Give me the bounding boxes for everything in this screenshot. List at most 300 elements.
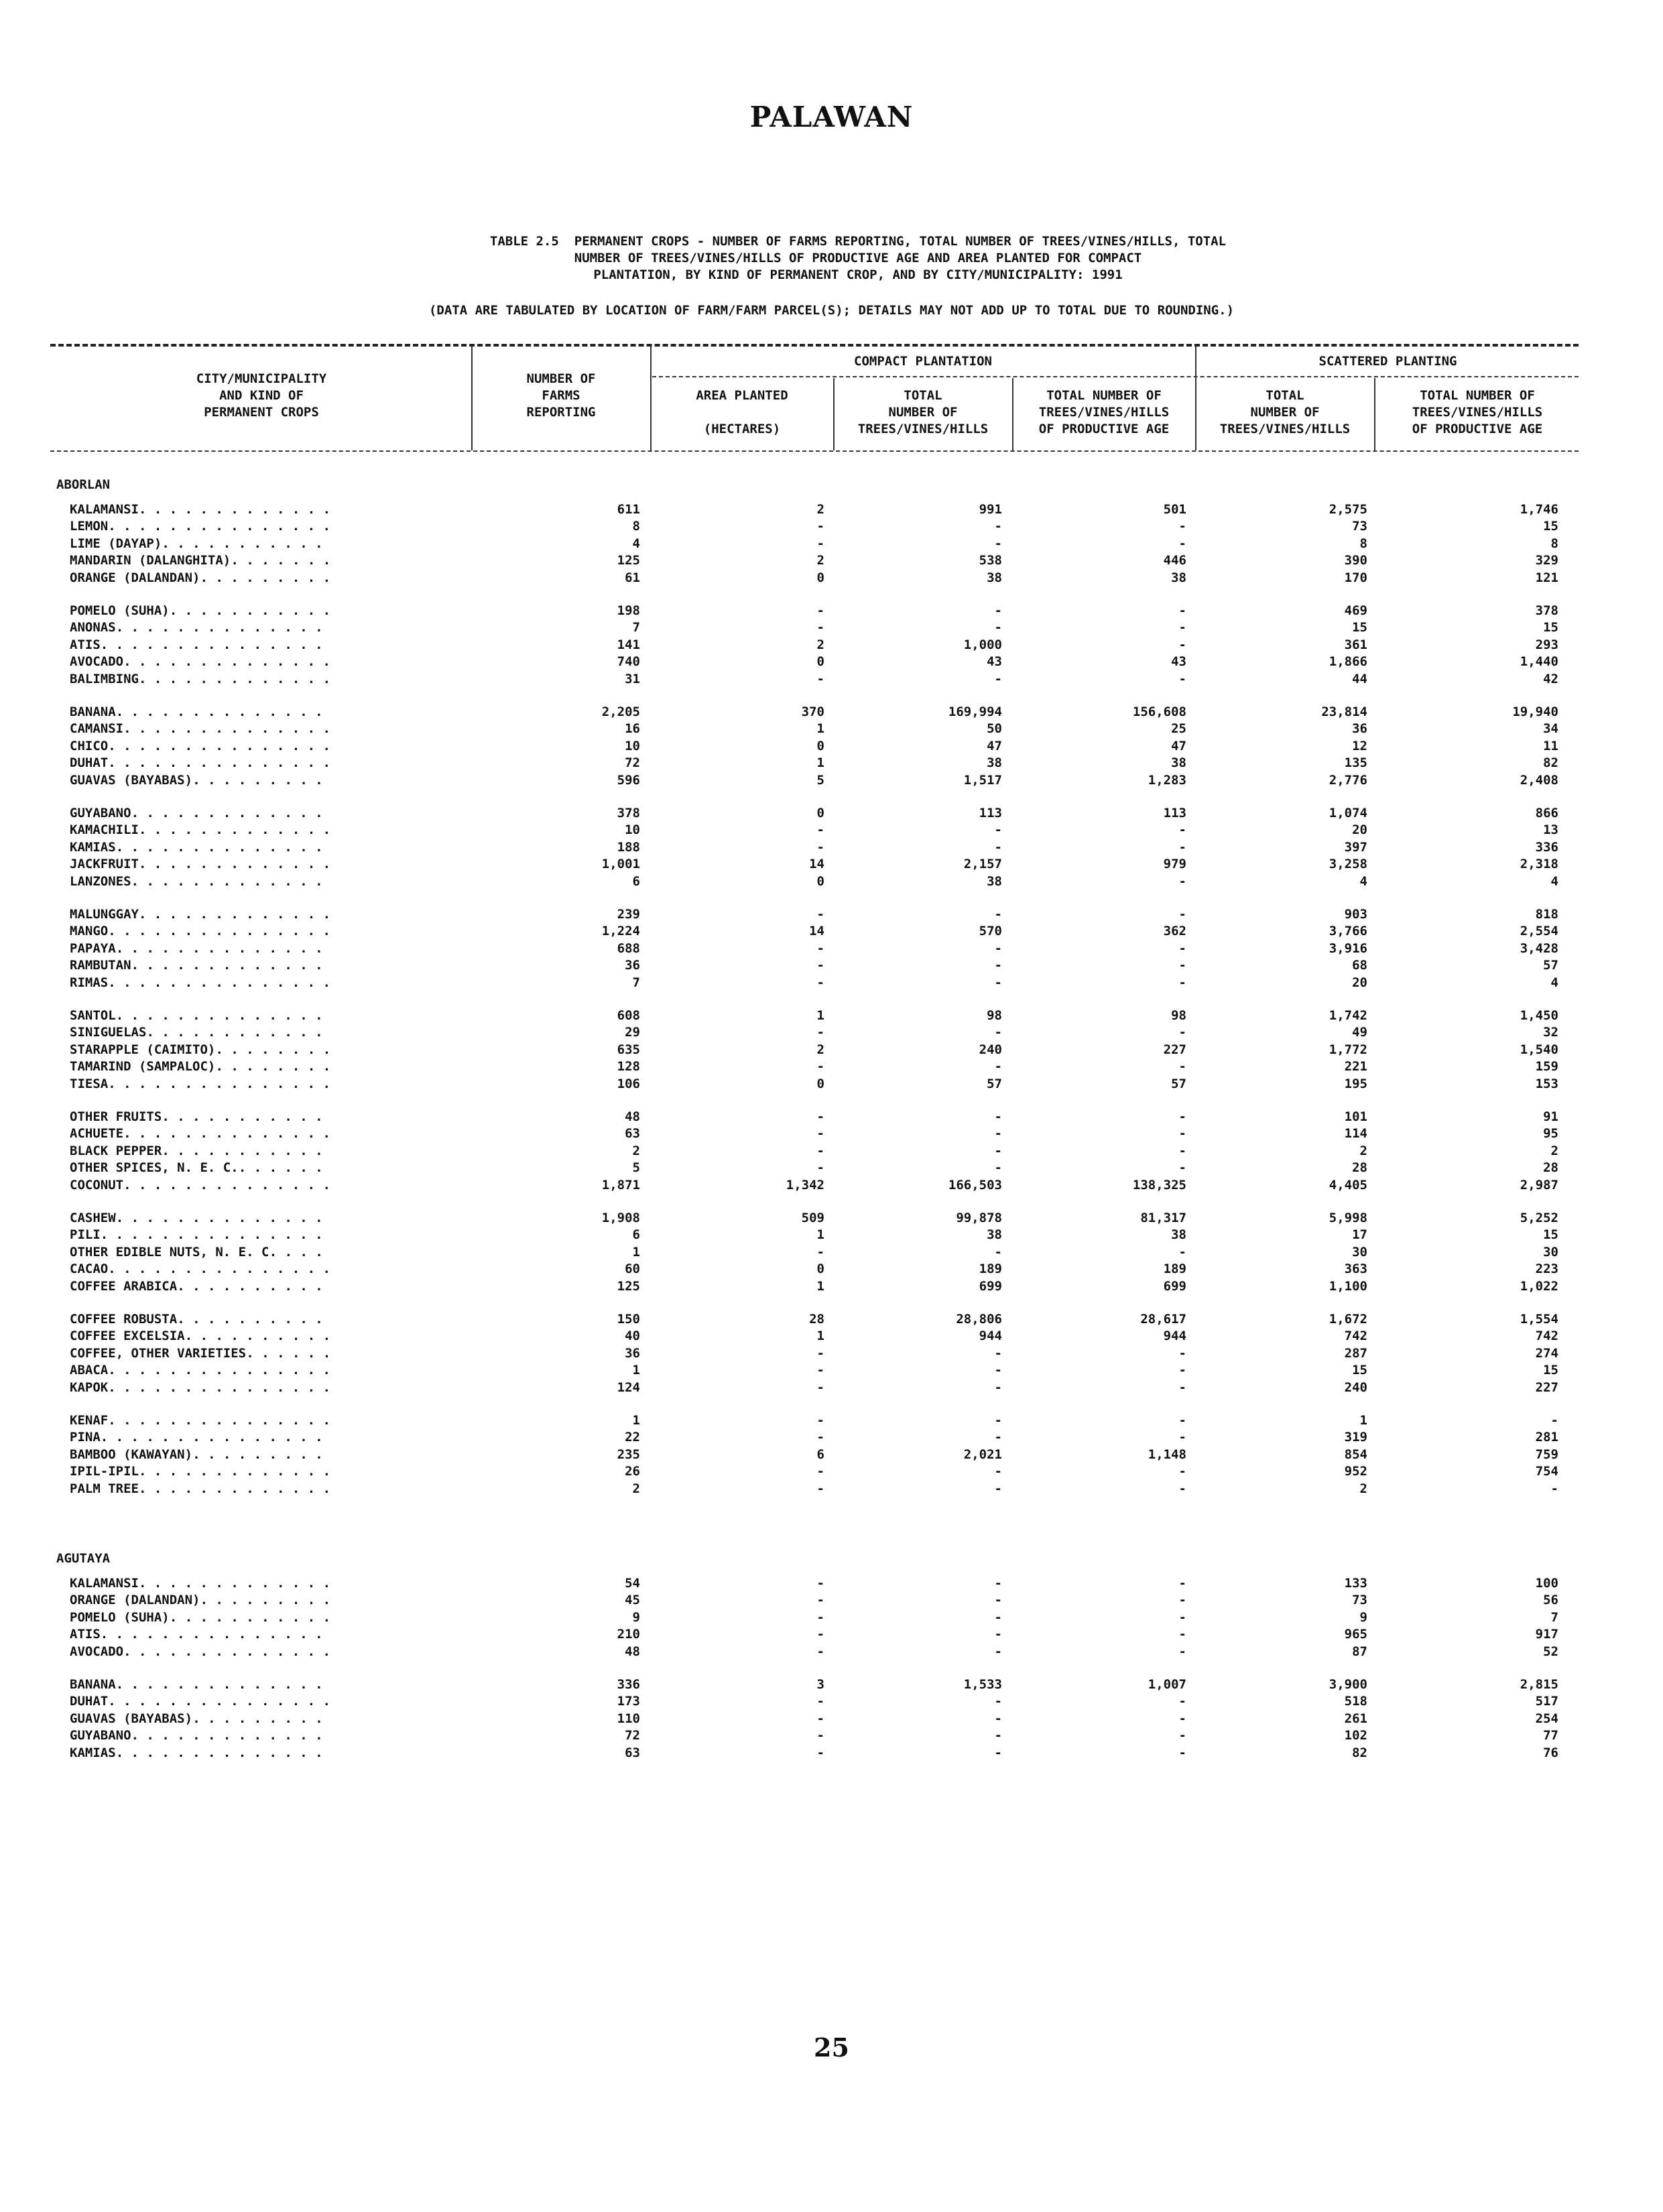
- compact-productive: -: [1178, 907, 1186, 922]
- column-divider: [650, 347, 652, 450]
- farms-count: 239: [617, 907, 640, 922]
- dot-leader: . . . . . . . . . . . . . .: [123, 1177, 330, 1192]
- crop-name: MALUNGGAY: [70, 907, 139, 922]
- scattered-productive: 15: [1543, 1227, 1558, 1243]
- crop-name: RIMAS: [70, 975, 109, 990]
- scattered-total: 397: [1344, 839, 1367, 855]
- dot-leader: . . . . . . . . . . . . . . .: [108, 1076, 330, 1091]
- dot-leader: . . . . . . . . . . . . . .: [123, 1126, 330, 1142]
- dot-leader: . . . . . . . . .: [200, 1593, 331, 1608]
- compact-total: -: [994, 1126, 1002, 1142]
- dot-leader: . . . . . . . . .: [200, 570, 331, 585]
- compact-total: 1,533: [963, 1677, 1002, 1692]
- scattered-productive: 11: [1543, 738, 1558, 753]
- municipality-heading: AGUTAYA: [56, 1551, 111, 1566]
- compact-total: -: [994, 907, 1002, 922]
- farms-count: 63: [625, 1745, 640, 1760]
- scattered-total: 170: [1344, 570, 1367, 585]
- table-row: [0, 1626, 1663, 1643]
- dot-leader: . . . . . . . . . . . . . .: [115, 940, 323, 956]
- scattered-productive: 759: [1535, 1447, 1558, 1462]
- dot-leader: . . . . . . . . . . . . . . .: [108, 975, 330, 990]
- dot-leader: . . . . . . . . . . . . . . .: [100, 1430, 323, 1445]
- farms-count: 173: [617, 1694, 640, 1709]
- dot-leader: . . . . . . . . . . . . . .: [115, 620, 323, 635]
- table-row: [0, 637, 1663, 654]
- table-row: [0, 755, 1663, 772]
- table-row: [0, 1609, 1663, 1626]
- compact-productive: 156,608: [1132, 704, 1186, 719]
- scattered-productive: 15: [1543, 519, 1558, 534]
- crop-name: COFFEE ARABICA: [70, 1278, 178, 1294]
- compact-total: 1,000: [963, 637, 1002, 652]
- table-row: [0, 1575, 1663, 1592]
- dot-leader: . . . . . . . . . . . . . . .: [108, 738, 330, 753]
- scattered-productive: 57: [1543, 958, 1558, 973]
- compact-total: 28,806: [956, 1312, 1002, 1327]
- scattered-total: 3,258: [1329, 857, 1367, 872]
- area-planted: 0: [816, 654, 824, 670]
- dot-leader: . . . . . . . . . .: [177, 1312, 323, 1327]
- compact-productive: -: [1178, 1413, 1186, 1428]
- scattered-total: 73: [1352, 1593, 1367, 1608]
- scattered-productive: 30: [1543, 1244, 1558, 1259]
- crop-name: BANANA: [70, 1677, 116, 1692]
- area-planted: -: [816, 519, 824, 534]
- compact-productive: -: [1178, 1363, 1186, 1378]
- farms-count: 2,205: [601, 704, 640, 719]
- farms-count: 188: [617, 839, 640, 855]
- area-planted: -: [816, 1160, 824, 1176]
- crop-name: BLACK PEPPER: [70, 1143, 162, 1158]
- table-row: [0, 1261, 1663, 1278]
- area-planted: -: [816, 603, 824, 618]
- header-city: CITY/MUNICIPALITY AND KIND OF PERMANENT CROPS: [196, 371, 327, 420]
- crop-name: COFFEE, OTHER VARIETIES: [70, 1345, 247, 1361]
- crop-name: ABACA: [70, 1363, 109, 1378]
- table-row: [0, 1362, 1663, 1379]
- farms-count: 40: [625, 1329, 640, 1344]
- table-row: [0, 1711, 1663, 1727]
- crop-name: OTHER EDIBLE NUTS, N. E. C: [70, 1244, 269, 1259]
- scattered-total: 30: [1352, 1244, 1367, 1259]
- header-scattered-productive: TOTAL NUMBER OF TREES/VINES/HILLS OF PRODUCTIVE AGE: [1412, 388, 1543, 436]
- table-row: [0, 1412, 1663, 1429]
- scattered-productive: 100: [1535, 1576, 1558, 1591]
- crop-name: PILI: [70, 1227, 101, 1243]
- compact-productive: -: [1178, 940, 1186, 956]
- table-row: [0, 1076, 1663, 1093]
- dot-leader: . . . . . . . . . . . . . .: [123, 654, 330, 670]
- area-planted: 1: [816, 721, 824, 737]
- area-planted: 28: [809, 1312, 824, 1327]
- compact-productive: 699: [1163, 1278, 1186, 1294]
- scattered-total: 68: [1352, 958, 1367, 973]
- farms-count: 6: [632, 1227, 640, 1243]
- dot-leader: . . . . . . . . . . . . . . .: [108, 1379, 330, 1395]
- compact-productive: 28,617: [1140, 1312, 1186, 1327]
- scattered-total: 1,074: [1329, 806, 1367, 820]
- area-planted: -: [816, 1627, 824, 1642]
- dot-leader: . . . . . . . . . . . . .: [131, 1728, 323, 1743]
- crop-name: TIESA: [70, 1076, 109, 1091]
- scattered-productive: 223: [1535, 1262, 1558, 1277]
- header-farms: NUMBER OF FARMS REPORTING: [526, 371, 596, 420]
- farms-count: 688: [617, 940, 640, 956]
- scattered-productive: 56: [1543, 1593, 1558, 1608]
- header-compact-plantation: COMPACT PLANTATION: [854, 354, 992, 369]
- compact-productive: -: [1178, 1143, 1186, 1158]
- area-planted: -: [816, 1345, 824, 1361]
- scattered-total: 101: [1344, 1109, 1367, 1124]
- scattered-productive: 42: [1543, 671, 1558, 686]
- crop-name: LANZONES: [70, 873, 131, 889]
- scattered-productive: 2,408: [1520, 772, 1558, 788]
- dot-leader: . . . . . . . . . . . .: [146, 1025, 323, 1040]
- crop-name: COCONUT: [70, 1177, 124, 1192]
- table-row: [0, 1644, 1663, 1660]
- scattered-total: 20: [1352, 822, 1367, 838]
- scattered-total: 518: [1344, 1694, 1367, 1709]
- scattered-total: 4: [1359, 873, 1367, 889]
- table-row: [0, 1042, 1663, 1058]
- compact-total: -: [994, 1627, 1002, 1642]
- scattered-total: 2: [1359, 1481, 1367, 1496]
- table-row: [0, 721, 1663, 737]
- table-top-rule: [50, 344, 1579, 347]
- compact-total: -: [994, 519, 1002, 534]
- scattered-total: 3,900: [1329, 1677, 1367, 1692]
- dot-leader: . . . . . . . . . . . . . .: [115, 1677, 323, 1692]
- table-row: [0, 536, 1663, 552]
- area-planted: -: [816, 1711, 824, 1726]
- header-compact-productive: TOTAL NUMBER OF TREES/VINES/HILLS OF PRODUCTIVE AGE: [1038, 388, 1170, 436]
- scattered-total: 135: [1344, 755, 1367, 771]
- compact-total: 240: [979, 1042, 1002, 1057]
- crop-name: OTHER SPICES, N. E. C.: [70, 1160, 239, 1176]
- scattered-productive: 1,440: [1520, 654, 1558, 670]
- crop-name: ATIS: [70, 637, 101, 652]
- area-planted: -: [816, 536, 824, 551]
- farms-count: 54: [625, 1576, 640, 1591]
- compact-productive: 81,317: [1140, 1211, 1186, 1225]
- area-planted: 509: [801, 1211, 824, 1225]
- table-row: [0, 923, 1663, 940]
- dot-leader: . . . . . . . . . . . . . .: [123, 721, 330, 737]
- table-row: [0, 975, 1663, 991]
- table-row: [0, 738, 1663, 755]
- municipality-heading: ABORLAN: [56, 477, 111, 492]
- scattered-total: 195: [1344, 1076, 1367, 1091]
- scattered-total: 903: [1344, 907, 1367, 922]
- farms-count: 7: [632, 620, 640, 635]
- crop-name: COFFEE ROBUSTA: [70, 1312, 178, 1327]
- dot-leader: . . . . . . . . . . . . . . .: [100, 1627, 323, 1642]
- compact-total: -: [994, 1728, 1002, 1743]
- crop-name: POMELO (SUHA): [70, 1609, 170, 1625]
- compact-total: -: [994, 975, 1002, 990]
- compact-productive: -: [1178, 1430, 1186, 1445]
- area-planted: -: [816, 940, 824, 956]
- area-planted: -: [816, 1413, 824, 1428]
- farms-count: 10: [625, 738, 640, 753]
- compact-productive: 38: [1171, 755, 1186, 771]
- table-row: [0, 1125, 1663, 1142]
- page-heading: PALAWAN: [749, 101, 914, 133]
- compact-total: -: [994, 620, 1002, 635]
- compact-total: -: [994, 1363, 1002, 1378]
- area-planted: -: [816, 1109, 824, 1124]
- compact-productive: 98: [1171, 1008, 1186, 1023]
- area-planted: -: [816, 1728, 824, 1743]
- dot-leader: . . . . . . . . . . . . . . .: [108, 519, 330, 534]
- scattered-productive: 2,318: [1520, 857, 1558, 872]
- scattered-total: 240: [1344, 1379, 1367, 1395]
- scattered-productive: 32: [1543, 1025, 1558, 1040]
- scattered-total: 73: [1352, 519, 1367, 534]
- scattered-productive: 7: [1550, 1609, 1558, 1625]
- compact-productive: 189: [1163, 1262, 1186, 1277]
- scattered-productive: 15: [1543, 1363, 1558, 1378]
- farms-count: 596: [617, 772, 640, 788]
- area-planted: 3: [816, 1677, 824, 1692]
- scattered-productive: -: [1550, 1413, 1558, 1428]
- farms-count: 378: [617, 806, 640, 820]
- column-divider: [1195, 347, 1196, 450]
- farms-count: 36: [625, 1345, 640, 1361]
- crop-name: IPIL-IPIL: [70, 1464, 139, 1479]
- scattered-total: 102: [1344, 1728, 1367, 1743]
- scattered-productive: 153: [1535, 1076, 1558, 1091]
- farms-count: 48: [625, 1644, 640, 1659]
- compact-total: -: [994, 603, 1002, 618]
- crop-name: CAMANSI: [70, 721, 124, 737]
- dot-leader: . . . . . . . . . . . . .: [139, 822, 331, 838]
- scattered-total: 1: [1359, 1413, 1367, 1428]
- compact-productive: -: [1178, 1576, 1186, 1591]
- dot-leader: . . . . . . . . . . . . .: [139, 857, 331, 872]
- dot-leader: . . . . . . . .: [215, 1042, 331, 1057]
- dot-leader: . . . . . . . . .: [192, 1447, 323, 1462]
- page-number: 25: [814, 2032, 849, 2063]
- area-planted: 1: [816, 1227, 824, 1243]
- farms-count: 210: [617, 1627, 640, 1642]
- compact-productive: 25: [1171, 721, 1186, 737]
- compact-productive: 43: [1171, 654, 1186, 670]
- compact-total: 113: [979, 806, 1002, 820]
- table-row: [0, 1328, 1663, 1345]
- scattered-total: 287: [1344, 1345, 1367, 1361]
- farms-count: 26: [625, 1464, 640, 1479]
- area-planted: 1: [816, 755, 824, 771]
- scattered-total: 5,998: [1329, 1211, 1367, 1225]
- dot-leader: . . . . . . . . . . . . .: [131, 873, 323, 889]
- compact-productive: 979: [1163, 857, 1186, 872]
- table-row: [0, 822, 1663, 839]
- crop-name: AVOCADO: [70, 654, 124, 670]
- scattered-productive: 281: [1535, 1430, 1558, 1445]
- column-divider: [1374, 378, 1375, 450]
- farms-count: 72: [625, 1728, 640, 1743]
- compact-productive: -: [1178, 873, 1186, 889]
- scattered-total: 114: [1344, 1126, 1367, 1142]
- crop-name: KALAMANSI: [70, 502, 139, 517]
- area-planted: 0: [816, 873, 824, 889]
- compact-productive: 944: [1163, 1329, 1186, 1344]
- scattered-total: 965: [1344, 1627, 1367, 1642]
- farms-count: 5: [632, 1160, 640, 1176]
- crop-name: JACKFRUIT: [70, 857, 139, 872]
- compact-total: -: [994, 1143, 1002, 1158]
- table-row: [0, 1447, 1663, 1463]
- dot-leader: . . . . . . . . . . . . . . .: [108, 1363, 330, 1378]
- dot-leader: . . . . . . . . . . . . . .: [115, 1008, 323, 1023]
- area-planted: -: [816, 1609, 824, 1625]
- compact-total: -: [994, 1025, 1002, 1040]
- header-compact-total: TOTAL NUMBER OF TREES/VINES/HILLS: [857, 388, 989, 436]
- area-planted: -: [816, 839, 824, 855]
- compact-productive: -: [1178, 671, 1186, 686]
- area-planted: -: [816, 907, 824, 922]
- compact-productive: -: [1178, 839, 1186, 855]
- area-planted: -: [816, 1059, 824, 1074]
- area-planted: 1: [816, 1329, 824, 1344]
- scattered-productive: 378: [1535, 603, 1558, 618]
- crop-name: ATIS: [70, 1627, 101, 1642]
- dot-leader: . . . . . . . . . . .: [162, 1109, 323, 1124]
- compact-productive: -: [1178, 1644, 1186, 1659]
- scattered-productive: 82: [1543, 755, 1558, 771]
- farms-count: 63: [625, 1126, 640, 1142]
- compact-total: -: [994, 671, 1002, 686]
- crop-name: PINA: [70, 1430, 101, 1445]
- scattered-productive: 159: [1535, 1059, 1558, 1074]
- scattered-productive: 1,540: [1520, 1042, 1558, 1057]
- scattered-total: 952: [1344, 1464, 1367, 1479]
- scattered-productive: 293: [1535, 637, 1558, 652]
- scattered-productive: 2: [1550, 1143, 1558, 1158]
- table-row: [0, 1227, 1663, 1243]
- table-row: [0, 1143, 1663, 1160]
- scattered-productive: 3,428: [1520, 940, 1558, 956]
- scattered-productive: 1,554: [1520, 1312, 1558, 1327]
- area-planted: -: [816, 1644, 824, 1659]
- compact-total: 99,878: [956, 1211, 1002, 1225]
- scattered-total: 87: [1352, 1644, 1367, 1659]
- crop-name: BALIMBING: [70, 671, 139, 686]
- compact-productive: 57: [1171, 1076, 1186, 1091]
- scattered-total: 49: [1352, 1025, 1367, 1040]
- scattered-productive: 15: [1543, 620, 1558, 635]
- table-row: [0, 1177, 1663, 1194]
- dot-leader: . . . . . . . . . . . . .: [139, 1464, 331, 1479]
- dot-leader: . . . . . . . . . . . . .: [131, 958, 323, 973]
- crop-name: KAMIAS: [70, 839, 116, 855]
- dot-leader: . . . . . . . . . . . . . .: [115, 839, 323, 855]
- compact-total: -: [994, 536, 1002, 551]
- table-row: [0, 1379, 1663, 1396]
- scattered-productive: 19,940: [1512, 704, 1558, 719]
- scattered-total: 2,776: [1329, 772, 1367, 788]
- compact-total: -: [994, 1430, 1002, 1445]
- scattered-total: 469: [1344, 603, 1367, 618]
- caption-line: NUMBER OF TREES/VINES/HILLS OF PRODUCTIVE AGE AND AREA PLANTED FOR COMPACT: [574, 251, 1142, 265]
- area-planted: 14: [809, 857, 824, 872]
- compact-total: 2,021: [963, 1447, 1002, 1462]
- compact-productive: -: [1178, 822, 1186, 838]
- compact-total: -: [994, 839, 1002, 855]
- farms-count: 1,001: [601, 857, 640, 872]
- table-row: [0, 1345, 1663, 1362]
- crop-name: KALAMANSI: [70, 1576, 139, 1591]
- compact-total: 57: [987, 1076, 1002, 1091]
- dot-leader: . . . . . . . . . . . . . .: [115, 704, 323, 719]
- compact-total: 570: [979, 924, 1002, 939]
- crop-name: DUHAT: [70, 755, 109, 771]
- area-planted: -: [816, 1363, 824, 1378]
- scattered-total: 1,742: [1329, 1008, 1367, 1023]
- table-row: [0, 1244, 1663, 1261]
- compact-total: 944: [979, 1329, 1002, 1344]
- compact-productive: -: [1178, 1059, 1186, 1074]
- table-row: [0, 805, 1663, 822]
- farms-count: 1,224: [601, 924, 640, 939]
- dot-leader: . . . . . . . . . . . . . . .: [108, 924, 330, 939]
- crop-name: CHICO: [70, 738, 109, 753]
- farms-count: 9: [632, 1609, 640, 1625]
- dot-leader: . . . . . . . . . . . . . .: [115, 1745, 323, 1760]
- table-row: [0, 1024, 1663, 1041]
- compact-total: 1,517: [963, 772, 1002, 788]
- dot-leader: . . . . . . . . . . . . . .: [123, 1644, 330, 1659]
- scattered-productive: 2,815: [1520, 1677, 1558, 1692]
- compact-total: 38: [987, 873, 1002, 889]
- dot-leader: . . . . . . . . .: [192, 772, 323, 788]
- compact-productive: -: [1178, 1481, 1186, 1496]
- compact-total: 2,157: [963, 857, 1002, 872]
- compact-total: -: [994, 1644, 1002, 1659]
- compact-total: -: [994, 1244, 1002, 1259]
- table-row: [0, 1745, 1663, 1762]
- table-row: [0, 1481, 1663, 1497]
- crop-name: KENAF: [70, 1413, 109, 1428]
- dot-leader: . . . . . . . . . . . . . . .: [108, 1262, 330, 1277]
- dot-leader: . . . . . . . . . . . . . . .: [100, 1227, 323, 1243]
- table-row: [0, 906, 1663, 923]
- compact-productive: 362: [1163, 924, 1186, 939]
- header-area-planted: AREA PLANTED (HECTARES): [696, 388, 788, 436]
- crop-name: RAMBUTAN: [70, 958, 131, 973]
- scattered-productive: 2,554: [1520, 924, 1558, 939]
- table-row: [0, 1429, 1663, 1446]
- area-planted: -: [816, 822, 824, 838]
- scattered-total: 363: [1344, 1262, 1367, 1277]
- compact-total: -: [994, 940, 1002, 956]
- farms-count: 125: [617, 553, 640, 568]
- area-planted: 5: [816, 772, 824, 788]
- scattered-total: 319: [1344, 1430, 1367, 1445]
- scattered-productive: 28: [1543, 1160, 1558, 1176]
- crop-name: POMELO (SUHA): [70, 603, 170, 618]
- scattered-total: 3,916: [1329, 940, 1367, 956]
- dot-leader: . . . . . . . . . . .: [169, 1609, 331, 1625]
- crop-name: GUYABANO: [70, 806, 131, 820]
- crop-name: BANANA: [70, 704, 116, 719]
- compact-total: -: [994, 1711, 1002, 1726]
- table-row: [0, 1210, 1663, 1227]
- crop-name: STARAPPLE (CAIMITO): [70, 1042, 216, 1057]
- scattered-productive: 866: [1535, 806, 1558, 820]
